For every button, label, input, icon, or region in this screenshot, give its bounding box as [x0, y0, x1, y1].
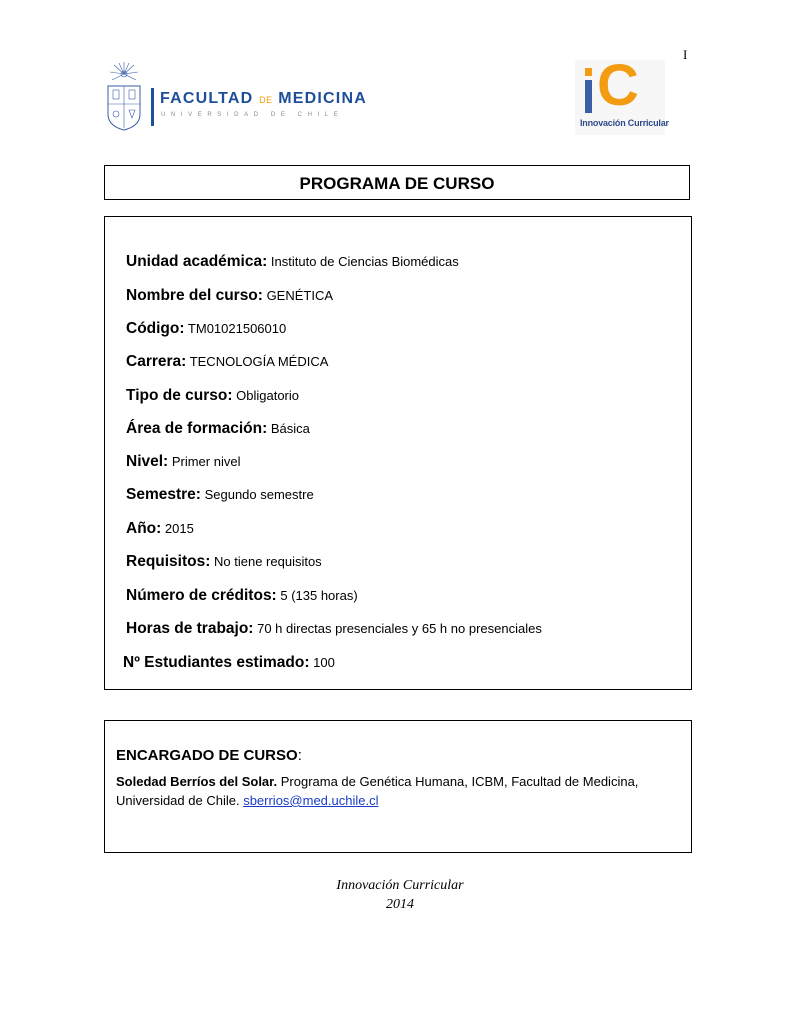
info-row-creditos: Número de créditos: 5 (135 horas) — [126, 587, 358, 604]
encargado-name: Soledad Berríos del Solar. — [116, 774, 278, 789]
ic-logo-text: Innovación Curricular — [580, 118, 669, 128]
info-row-semestre: Semestre: Segundo semestre — [126, 486, 314, 503]
info-row-nivel: Nivel: Primer nivel — [126, 453, 241, 470]
info-row-unidad: Unidad académica: Instituto de Ciencias Biomédicas — [126, 253, 459, 270]
encargado-affiliation: Programa de Genética Humana, ICBM, Facultad de Medicina, Universidad de Chile. — [116, 774, 639, 808]
page-title: PROGRAMA DE CURSO — [104, 165, 690, 200]
facultad-medicina-logo — [104, 62, 367, 134]
ic-c-letter: C — [597, 53, 639, 118]
logo-divider — [151, 88, 154, 126]
ic-i-stem — [585, 80, 592, 113]
info-row-ano: Año: 2015 — [126, 520, 194, 537]
faculty-name: FACULTAD DE MEDICINA — [160, 90, 367, 107]
info-row-carrera: Carrera: TECNOLOGÍA MÉDICA — [126, 353, 329, 370]
info-row-horas: Horas de trabajo: 70 h directas presenciales y 65 h no presenciales — [126, 620, 542, 637]
info-row-estudiantes: Nº Estudiantes estimado: 100 — [123, 654, 335, 671]
encargado-email-link[interactable]: sberrios@med.uchile.cl — [243, 793, 379, 808]
encargado-title: ENCARGADO DE CURSO: — [116, 747, 302, 764]
ic-i-dot — [585, 68, 592, 76]
encargado-box — [104, 720, 692, 853]
info-row-nombre: Nombre del curso: GENÉTICA — [126, 287, 334, 304]
page-number: I — [683, 47, 688, 62]
encargado-details — [116, 772, 681, 810]
footer-line-1: Innovación Curricular — [336, 878, 464, 893]
info-row-codigo: Código: TM01021506010 — [126, 320, 287, 337]
info-row-area: Área de formación: Básica — [126, 420, 310, 437]
footer-line-2: 2014 — [386, 897, 414, 912]
course-info-box — [104, 216, 692, 690]
innovacion-curricular-logo — [575, 53, 669, 135]
info-row-tipo: Tipo de curso: Obligatorio — [126, 387, 299, 404]
university-name: UNIVERSIDAD DE CHILE — [161, 112, 344, 118]
university-emblem-icon — [104, 62, 144, 132]
info-row-requisitos: Requisitos: No tiene requisitos — [126, 553, 322, 570]
